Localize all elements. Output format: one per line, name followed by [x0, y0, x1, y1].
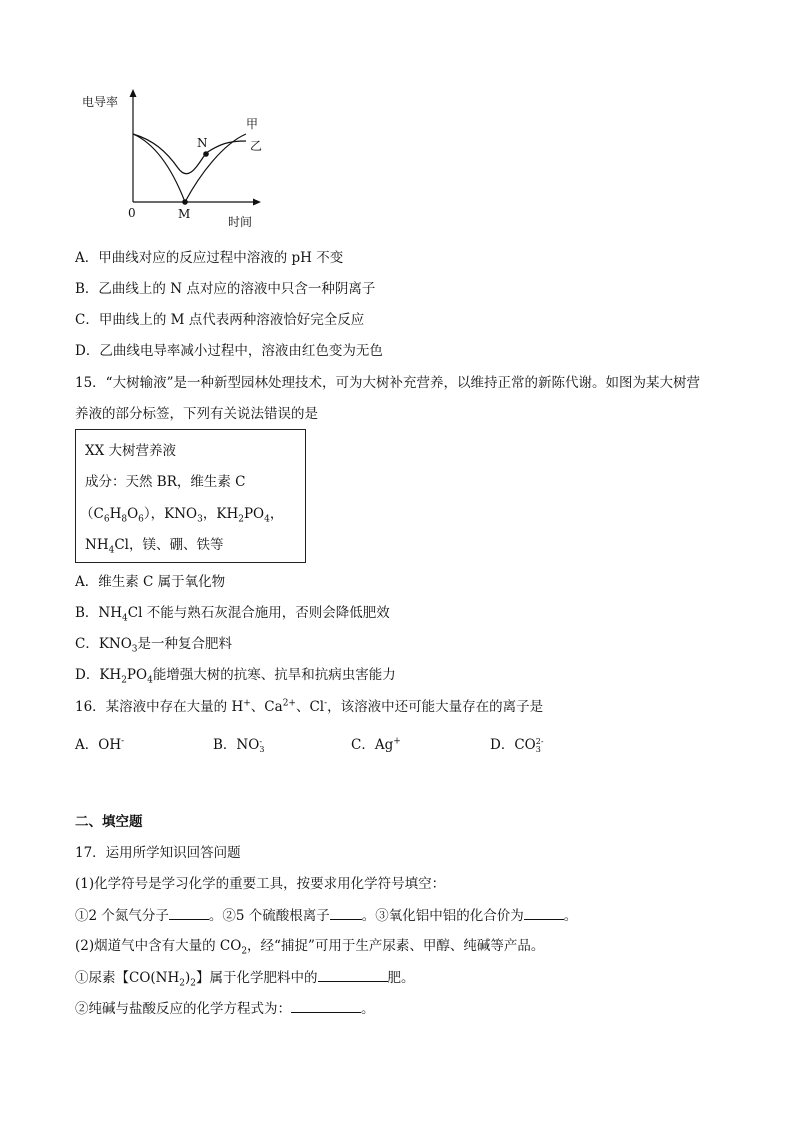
q15-option-a: A．维生素 C 属于氧化物	[75, 574, 226, 590]
q14-option-c: C．甲曲线上的 M 点代表两种溶液恰好完全反应	[75, 312, 365, 328]
conductivity-graph	[78, 86, 278, 234]
curve-jia	[133, 134, 246, 202]
q16-stem: 16．某溶液中存在大量的 H+、$Ca^{2+}$、Cl-，该溶液中还可能大量存在的离子是	[75, 698, 544, 715]
q14-option-a: A．甲曲线对应的反应过程中溶液的 pH 不变	[75, 250, 344, 266]
q16-option-b: B．NO - 3	[213, 736, 265, 754]
q16-option-d: D．CO 2- 3	[490, 736, 544, 754]
point-m	[182, 199, 188, 205]
y-axis-arrow	[130, 89, 137, 97]
q15-option-b: B．$NH_4Cl$ 不能与熟石灰混合施用，否则会降低肥效	[75, 605, 390, 624]
origin-label: 0	[128, 206, 136, 220]
blank-aluminum-valence[interactable]	[524, 905, 564, 920]
q15-stem-line1: 15．“大树输液”是一种新型园林处理技术，可为大树补充营养，以维持正常的新陈代谢。如图为某大树营	[75, 375, 700, 391]
label-nh4cl-line: $NH_4Cl$，镁、硼、铁等	[85, 537, 224, 556]
q15-option-d: D．$KH_2PO_4$能增强大树的抗寒、抗旱和抗病虫害能力	[75, 667, 396, 686]
q15-option-c: C．$KNO_3$是一种复合肥料	[75, 636, 233, 655]
x-axis-arrow	[253, 199, 261, 206]
label-formula-line: $(C_6H_8O_6)$，$KNO_3$，$KH_2PO_4$，	[80, 506, 284, 525]
section-heading: 二、填空题	[75, 814, 143, 830]
blank-sulfate[interactable]	[330, 905, 362, 920]
curve-yi-label: 乙	[250, 139, 263, 153]
point-n-label: N	[197, 136, 208, 150]
q16-option-c: C．Ag+	[351, 736, 401, 753]
curve-yi	[133, 134, 246, 174]
curve-jia-label: 甲	[246, 117, 259, 131]
y-axis-label: 电导率	[82, 95, 119, 109]
point-n	[203, 151, 209, 157]
label-ingredients: 成分：天然 BR，维生素 C	[85, 474, 246, 490]
q17-part2-intro: (2)烟道气中含有大量的 $CO_2$，经“捕捉”可用于生产尿素、甲醇、纯碱等产品。	[75, 938, 545, 957]
point-m-label: M	[178, 207, 191, 221]
blank-nitrogen[interactable]	[169, 905, 209, 920]
nutrient-label-box	[75, 429, 306, 563]
q15-stem-line2: 养液的部分标签，下列有关说法错误的是	[75, 406, 318, 422]
q17-part2-equation: ②纯碱与盐酸反应的化学方程式为： 。	[75, 998, 375, 1019]
q14-option-b: B．乙曲线上的 N 点对应的溶液中只含一种阴离子	[75, 281, 376, 297]
label-title: XX 大树营养液	[85, 443, 177, 459]
q16-option-a: A．OH-	[75, 736, 125, 753]
x-axis-label: 时间	[228, 215, 253, 229]
q17-part1-intro: (1)化学符号是学习化学的重要工具，按要求用化学符号填空：	[75, 876, 446, 892]
blank-equation[interactable]	[291, 998, 361, 1013]
q17-part2-urea: ①尿素【$CO(NH_2)_2$】属于化学肥料中的 肥。	[75, 967, 415, 988]
q17-part1-blanks: ①2 个氮气分子 。②5 个硫酸根离子 。③氧化铝中铝的化合价为 。	[75, 905, 577, 926]
blank-fertilizer-type[interactable]	[318, 967, 388, 982]
q17-title: 17．运用所学知识回答问题	[75, 845, 241, 861]
q14-option-d: D．乙曲线电导率减小过程中，溶液由红色变为无色	[75, 343, 383, 359]
